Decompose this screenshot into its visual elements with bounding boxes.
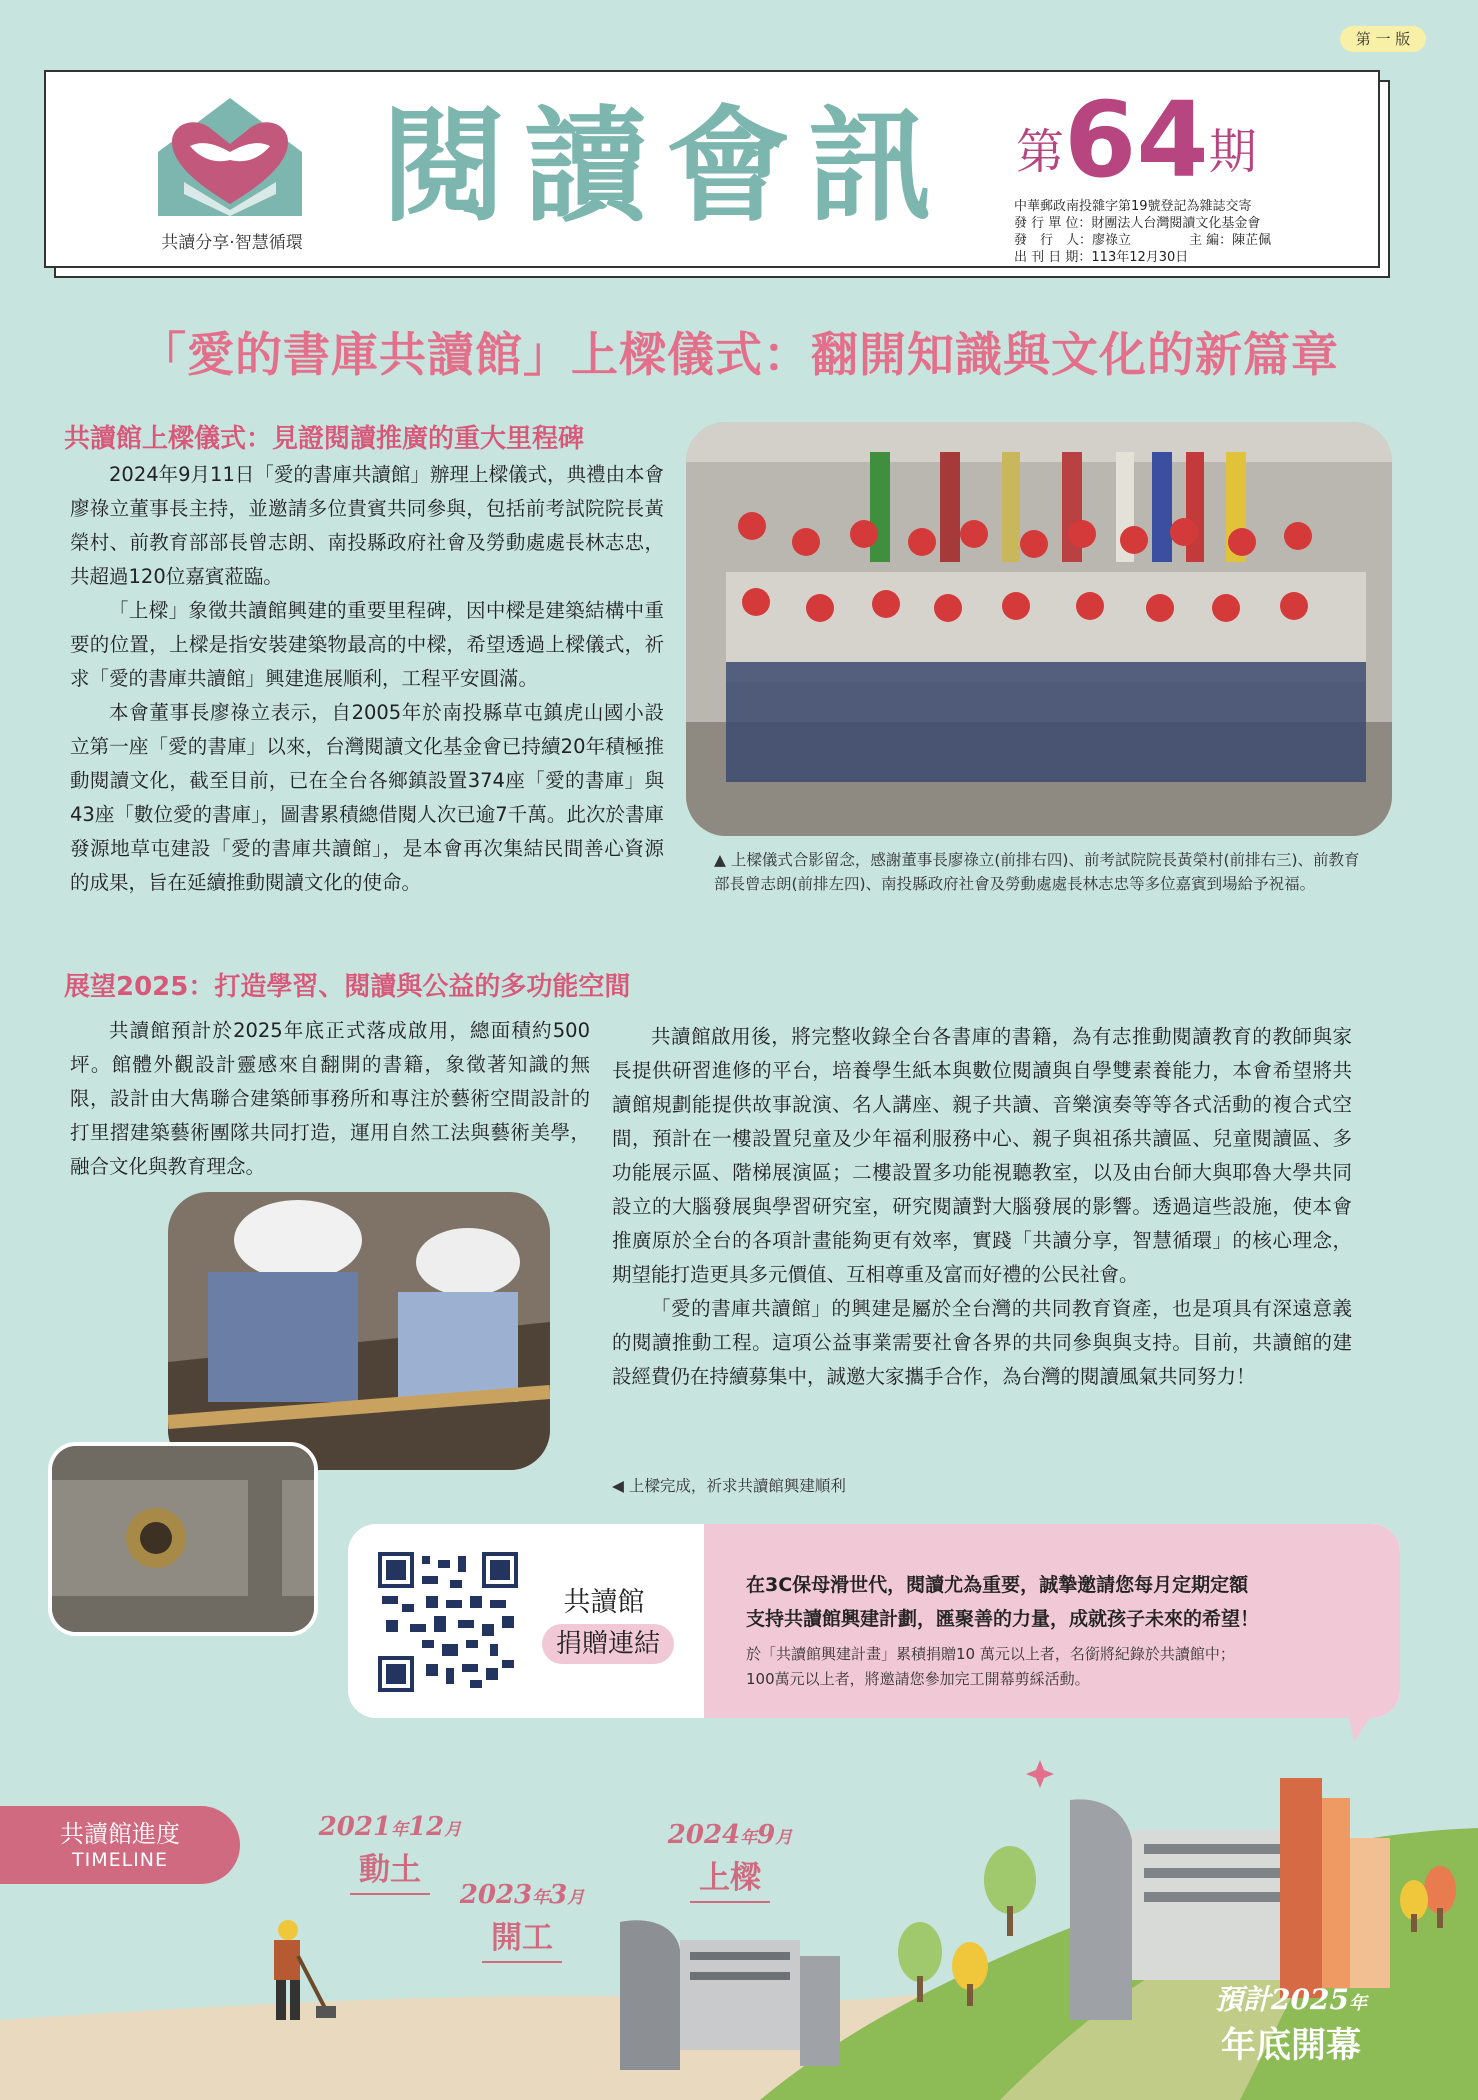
donation-card [348, 1524, 1400, 1718]
beam-detail-photo [48, 1442, 318, 1636]
section2-title: 展望2025：打造學習、閱讀與公益的多功能空間 [64, 972, 631, 1002]
opening-milestone [1196, 1978, 1386, 2068]
main-headline: 「愛的書庫共讀館」上樑儀式：翻開知識與文化的新篇章 [139, 328, 1339, 383]
heart-house-logo-icon [150, 94, 310, 218]
newsletter-title: 閱讀會訊 [382, 94, 951, 239]
donation-appeal [746, 1568, 1259, 1636]
issue-number [1016, 79, 1257, 201]
opening-date: 預計2025年 [1215, 1983, 1367, 2016]
masthead [44, 70, 1380, 268]
donation-label: 共讀館 [563, 1587, 645, 1618]
milestone-underline [350, 1893, 430, 1895]
issue-prefix: 第 [1016, 124, 1065, 180]
edition-badge: 第 一 版 [1340, 26, 1426, 52]
building-sketch-small [620, 1920, 840, 2070]
section2-paragraph: 共讀館啟用後，將完整收錄全台各書庫的書籍，為有志推動閱讀教育的教師與家長提供研習進修的平台，培養學生紙本與數位閱讀與自學雙素養能力，本會希望將共讀館規劃能提供故事說演、名人講座、親子共讀、音樂演奏等等各式活動的複合式空間，預計在一樓設置兒童及少年福利服務中心、親子與祖孫共讀區、兒童閱讀區、多功能展示區、階梯展演區；二樓設置多功能視聽教室，以及由台師大與耶魯大學共同設立的大腦發展與學習研究室，研究閱讀對大腦發展的影響。透過這些設施，使本會推廣原於全台的各項計畫能夠更有效率，實踐「共讀分享，智慧循環」的核心理念，期望能打造更具多元價值、互相尊重及富而好禮的公民社會。 [612, 1025, 1352, 1286]
milestone-event: 動土 [359, 1852, 421, 1888]
editor: 主 編：陳芷佩 [1189, 233, 1272, 248]
beam-detail-photo-image [52, 1446, 314, 1632]
section2-left-body [70, 1014, 590, 1184]
publisher-line: 發 行 單 位：財團法人台灣閱讀文化基金會 [1014, 216, 1261, 231]
milestone-underline [690, 1901, 770, 1903]
construction-photo-caption: ◀ 上樑完成，祈求共讀館興建順利 [612, 1477, 846, 1495]
note-line: 100萬元以上者，將邀請您參加完工開幕剪綵活動。 [746, 1670, 1090, 1688]
section1-title: 共讀館上樑儀式：見證閱讀推廣的重大里程碑 [64, 424, 585, 454]
donation-note [746, 1642, 1235, 1692]
issuer: 發 行 人：廖祿立 [1014, 233, 1132, 248]
timeline-badge [0, 1806, 240, 1884]
note-line: 於「共讀館興建計畫」累積捐贈10 萬元以上者，名銜將紀錄於共讀館中； [746, 1645, 1235, 1663]
section1-body [70, 458, 664, 900]
milestone-construction-start [432, 1880, 612, 1963]
issuer-editor-line [1014, 232, 1271, 249]
publication-info [1014, 198, 1271, 266]
appeal-line: 支持共讀館興建計劃，匯聚善的力量，成就孩子未來的希望！ [746, 1608, 1260, 1630]
milestone-date: 2021年12月 [318, 1812, 462, 1842]
section2-paragraph: 「愛的書庫共讀館」的興建是屬於全台灣的共同教育資產，也是項具有深遠意義的閱讀推動工程。這項公益事業需要社會各界的共同參與與支持。目前，共讀館的建設經費仍在持續募集中，誠邀大家攜手合作，為台灣的閱讀風氣共同努力！ [612, 1297, 1352, 1388]
issue-digits: 64 [1064, 79, 1209, 201]
timeline-badge-title: 共讀館進度 [60, 1820, 180, 1848]
section2-paragraph: 共讀館預計於2025年底正式落成啟用，總面積約500坪。館體外觀設計靈感來自翻開的書籍，象徵著知識的無限，設計由大雋聯合建築師事務所和專注於藝術空間設計的打里摺建築藝術團隊共同打造，運用自然工法與藝術美學，融合文化與教育理念。 [70, 1019, 590, 1178]
milestone-date: 2023年3月 [459, 1880, 585, 1910]
milestone-date: 2024年9月 [667, 1820, 793, 1850]
section1-paragraph: 本會董事長廖祿立表示，自2005年於南投縣草屯鎮虎山國小設立第一座「愛的書庫」以來，台灣閱讀文化基金會已持續20年積極推動閱讀文化，截至目前，已在全台各鄉鎮設置374座「愛的書庫」與43座「數位愛的書庫」，圖書累積總借閱人次已逾7千萬。此次於書庫發源地草屯建設「愛的書庫共讀館」，是本會再次集結民間善心資源的成果，旨在延續推動閱讀文化的使命。 [70, 701, 664, 894]
section1-paragraph: 2024年9月11日「愛的書庫共讀館」辦理上樑儀式，典禮由本會廖祿立董事長主持，並邀請多位貴賓共同參與，包括前考試院院長黃榮村、前教育部部長曾志朗、南投縣政府社會及勞動處處長林志忠，共超過120位嘉賓蒞臨。 [70, 463, 664, 588]
workers-photo [168, 1192, 550, 1470]
group-photo [686, 422, 1392, 836]
section2-right-body [612, 1020, 1352, 1394]
section1-paragraph: 「上樑」象徵共讀館興建的重要里程碑，因中樑是建築結構中重要的位置，上樑是指安裝建築物最高的中樑，希望透過上樑儀式，祈求「愛的書庫共讀館」興建進展順利，工程平安圓滿。 [70, 599, 664, 690]
sparkle-icon [1026, 1760, 1054, 1788]
date-line: 出 刊 日 期：113年12月30日 [1014, 250, 1189, 265]
milestone-beam-raising [640, 1820, 820, 1903]
slogan: 共讀分享‧智慧循環 [161, 233, 303, 253]
donation-link-button[interactable]: 捐贈連結 [542, 1624, 674, 1664]
opening-event: 年底開幕 [1220, 2026, 1361, 2066]
appeal-line: 在3C保母滑世代，閱讀尤為重要，誠摯邀請您每月定期定額 [746, 1574, 1249, 1596]
qr-code-icon[interactable] [378, 1552, 518, 1692]
milestone-event: 開工 [491, 1920, 553, 1956]
workers-photo-image [168, 1192, 550, 1470]
registration-line: 中華郵政南投雜字第19號登記為雜誌交寄 [1014, 199, 1252, 214]
group-photo-image [686, 422, 1392, 836]
milestone-underline [482, 1961, 562, 1963]
group-photo-caption: ▲ 上樑儀式合影留念，感謝董事長廖祿立(前排右四)、前考試院院長黃榮村(前排右三)、前教育部長曾志朗(前排左四)、南投縣政府社會及勞動處處長林志忠等多位嘉賓到場給予祝福。 [714, 851, 1360, 893]
timeline-badge-subtitle: TIMELINE [71, 1849, 168, 1871]
issue-suffix: 期 [1208, 124, 1257, 180]
milestone-event: 上樑 [699, 1860, 761, 1896]
